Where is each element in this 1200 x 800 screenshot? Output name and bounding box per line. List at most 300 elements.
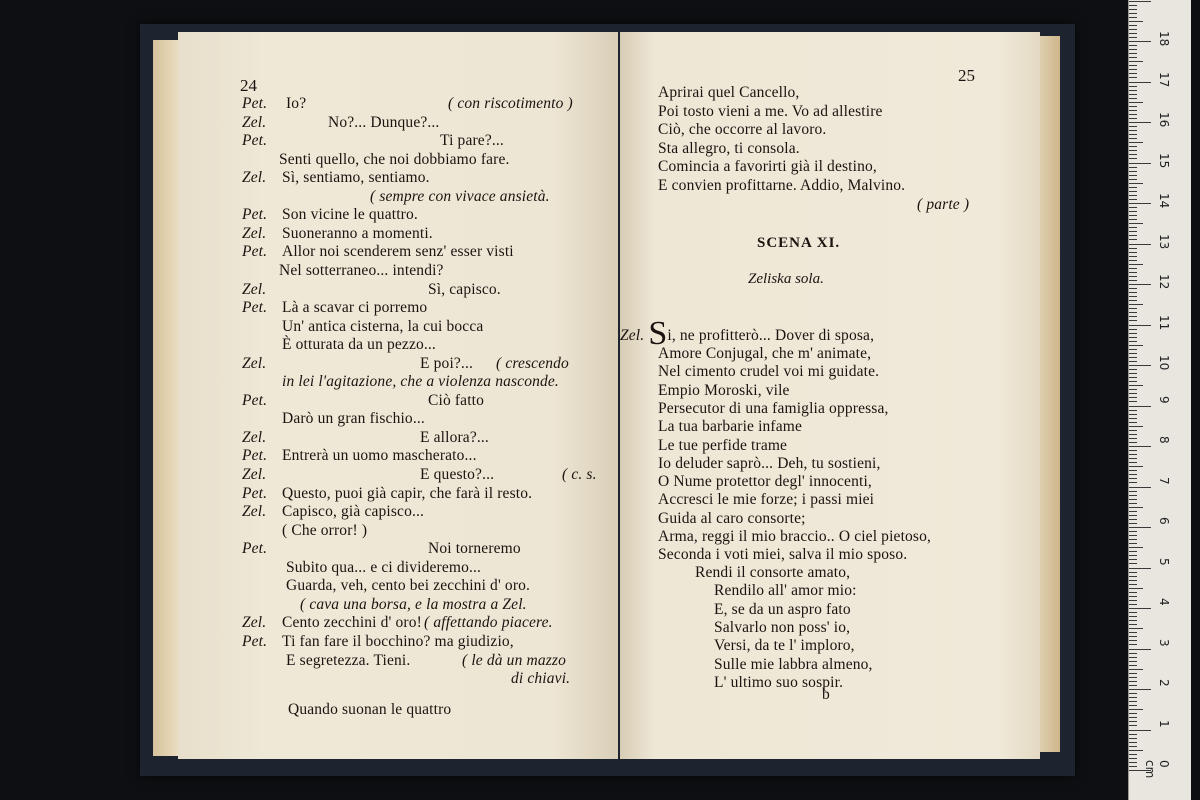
verse-line: Senti quello, che noi dobbiamo fare. — [279, 150, 510, 168]
aria-line: Versi, da te l' imploro, — [714, 637, 855, 655]
ruler-tick — [1129, 721, 1137, 722]
ruler-tick — [1129, 82, 1151, 83]
verse-line: Nel cimento crudel voi mi guidate. — [658, 363, 880, 381]
ruler-tick — [1129, 511, 1137, 512]
aria-line: E, se da un aspro fato — [714, 600, 851, 618]
ruler-tick — [1129, 118, 1137, 119]
ruler-tick — [1129, 709, 1143, 710]
ruler-label: 16 — [1157, 112, 1171, 128]
ruler-label: 13 — [1157, 233, 1171, 249]
ruler-tick — [1129, 5, 1137, 6]
ruler-tick — [1129, 470, 1137, 471]
verse-line: E allora?... — [420, 428, 489, 446]
speaker-label: Zel. — [242, 466, 267, 483]
page-number-left: 24 — [240, 76, 257, 95]
ruler-tick — [1129, 649, 1151, 650]
ruler-tick — [1129, 717, 1137, 718]
ruler-tick — [1129, 381, 1137, 382]
ruler-tick — [1129, 555, 1137, 556]
ruler-tick — [1129, 559, 1137, 560]
ruler-tick — [1129, 389, 1137, 390]
verse-line: Io deluder saprò... Deh, tu sostieni, — [658, 454, 881, 472]
ruler-tick — [1129, 77, 1137, 78]
verse-line: Ti fan fare il bocchino? ma giudizio, — [282, 632, 514, 650]
speaker-label: Zel. — [242, 614, 267, 632]
ruler-tick — [1129, 636, 1137, 637]
verse-line: ( Che orror! ) — [282, 521, 368, 539]
ruler-tick — [1129, 616, 1137, 617]
ruler-tick — [1129, 142, 1143, 143]
ruler-tick — [1129, 705, 1137, 706]
ruler-tick — [1129, 422, 1137, 423]
ruler-tick — [1129, 163, 1151, 164]
ruler-label: 8 — [1157, 436, 1171, 444]
ruler-tick — [1129, 653, 1137, 654]
ruler-tick — [1129, 401, 1137, 402]
ruler-tick — [1129, 199, 1137, 200]
speaker-label: Pet. — [242, 95, 268, 112]
ruler-tick — [1129, 499, 1137, 500]
ruler-tick — [1129, 203, 1151, 204]
ruler-tick — [1129, 158, 1137, 159]
ruler-tick — [1129, 353, 1137, 354]
ruler-tick — [1129, 106, 1137, 107]
speaker-label: Pet. — [242, 540, 268, 558]
ruler-tick — [1129, 738, 1137, 739]
ruler-tick — [1129, 580, 1137, 581]
ruler-tick — [1129, 57, 1137, 58]
verse-line: Sta allegro, ti consola. — [658, 139, 800, 157]
ruler-tick — [1129, 94, 1137, 95]
ruler-tick — [1129, 661, 1137, 662]
stage-direction: ( sempre con vivace ansietà. — [370, 187, 550, 205]
ruler-tick — [1129, 227, 1137, 228]
ruler-tick — [1129, 248, 1137, 249]
verse-line: Questo, puoi già capir, che farà il resto. — [282, 484, 533, 502]
ruler-tick — [1129, 276, 1137, 277]
ruler-tick — [1129, 300, 1137, 301]
ruler-tick — [1129, 746, 1137, 747]
verse-line: Le tue perfide trame — [658, 436, 788, 454]
verse-line: La tua barbarie infame — [658, 418, 803, 436]
ruler-tick — [1129, 191, 1137, 192]
aria-line: Sulle mie labbra almeno, — [714, 655, 873, 673]
ruler-tick — [1129, 572, 1137, 573]
ruler-tick — [1129, 535, 1137, 536]
ruler-tick — [1129, 547, 1143, 548]
ruler-tick — [1129, 507, 1143, 508]
verse-line: Suoneranno a momenti. — [282, 224, 433, 242]
ruler-tick — [1129, 365, 1151, 366]
ruler-tick — [1129, 17, 1137, 18]
ruler-tick — [1129, 53, 1137, 54]
ruler-tick — [1129, 134, 1137, 135]
ruler-tick — [1129, 669, 1143, 670]
ruler-tick — [1129, 426, 1143, 427]
ruler-tick — [1129, 256, 1137, 257]
speaker-label: Zel. — [620, 327, 645, 344]
verse-line: Poi tosto vieni a me. Vo ad allestire — [658, 102, 883, 120]
speaker-label: Zel. — [242, 169, 267, 187]
ruler-tick — [1129, 329, 1137, 330]
stage-direction: di chiavi. — [511, 670, 571, 688]
ruler-tick — [1129, 446, 1151, 447]
speaker-label: Pet. — [242, 484, 268, 502]
verse-line: Son vicine le quattro. — [282, 206, 418, 224]
ruler-tick — [1129, 681, 1137, 682]
ruler-tick — [1129, 341, 1137, 342]
ruler-tick — [1129, 758, 1137, 759]
ruler-tick — [1129, 454, 1137, 455]
verse-line: O Nume protettor degl' innocenti, — [658, 473, 872, 491]
ruler-tick — [1129, 644, 1137, 645]
ruler-tick — [1129, 624, 1137, 625]
ruler-tick — [1129, 288, 1137, 289]
signature-mark: b — [822, 686, 830, 703]
ruler-tick — [1129, 442, 1137, 443]
ruler-tick — [1129, 373, 1137, 374]
ruler-label: 18 — [1157, 31, 1171, 47]
ruler-label: 15 — [1157, 152, 1171, 168]
ruler-label: 2 — [1157, 679, 1171, 687]
ruler-tick — [1129, 750, 1143, 751]
stage-direction-exit: ( parte ) — [917, 196, 970, 213]
ruler-tick — [1129, 730, 1151, 731]
ruler-tick — [1129, 393, 1137, 394]
ruler-label: 0 cm — [1143, 760, 1171, 779]
ruler-tick — [1129, 150, 1137, 151]
ruler-tick — [1129, 551, 1137, 552]
ruler-tick — [1129, 86, 1137, 87]
ruler-tick — [1129, 345, 1143, 346]
ruler-tick — [1129, 592, 1137, 593]
ruler-tick — [1129, 385, 1143, 386]
aria-line: Salvarlo non poss' io, — [714, 618, 851, 636]
ruler-tick — [1129, 701, 1137, 702]
ruler-tick — [1129, 167, 1137, 168]
ruler-tick — [1129, 604, 1137, 605]
ruler-tick — [1129, 337, 1137, 338]
ruler-tick — [1129, 1, 1151, 2]
verse-line: Sì, capisco. — [428, 280, 501, 298]
ruler-tick — [1129, 640, 1137, 641]
aria-line: Rendi il consorte amato, — [695, 564, 851, 581]
ruler-tick — [1129, 438, 1137, 439]
ruler-tick — [1129, 33, 1137, 34]
ruler-tick — [1129, 219, 1137, 220]
ruler-tick — [1129, 272, 1137, 273]
ruler-tick — [1129, 211, 1137, 212]
verse-line: E questo?... — [420, 466, 495, 483]
ruler-tick — [1129, 175, 1137, 176]
ruler-label: 14 — [1157, 193, 1171, 209]
ruler-tick — [1129, 284, 1151, 285]
ruler-tick — [1129, 29, 1137, 30]
ruler-tick — [1129, 61, 1143, 62]
ruler-tick — [1129, 333, 1137, 334]
ruler-tick — [1129, 90, 1137, 91]
ruler-tick — [1129, 491, 1137, 492]
verse-line: No?... Dunque?... — [328, 113, 440, 131]
ruler-tick — [1129, 766, 1137, 767]
speaker-label: Zel. — [242, 280, 267, 298]
verse-line: Amore Conjugal, che m' animate, — [658, 345, 872, 362]
ruler-tick — [1129, 369, 1137, 370]
speaker-label: Zel. — [242, 354, 267, 372]
ruler-tick — [1129, 171, 1137, 172]
ruler-tick — [1129, 122, 1151, 123]
ruler-tick — [1129, 215, 1137, 216]
ruler-tick — [1129, 762, 1137, 763]
ruler-tick — [1129, 130, 1137, 131]
ruler-tick — [1129, 98, 1137, 99]
ruler-tick — [1129, 377, 1137, 378]
verse-line: Allor noi scenderem senz' esser visti — [282, 243, 514, 261]
ruler-tick — [1129, 69, 1137, 70]
ruler-tick — [1129, 657, 1137, 658]
verse-line: E convien profittarne. Addio, Malvino. — [658, 176, 906, 194]
ruler-label: 11 — [1157, 314, 1171, 330]
ruler-tick — [1129, 539, 1137, 540]
verse-line: Noi torneremo — [428, 540, 521, 558]
left-page — [178, 32, 618, 759]
stage-direction: ( con riscotimento ) — [448, 95, 573, 112]
verse-line: Un' antica cisterna, la cui bocca — [282, 317, 484, 335]
ruler-tick — [1129, 563, 1137, 564]
drop-cap: S — [648, 315, 668, 352]
ruler-tick — [1129, 673, 1137, 674]
ruler-tick — [1129, 45, 1137, 46]
verse-line: Subito qua... e ci divideremo... — [286, 558, 482, 576]
ruler-tick — [1129, 308, 1137, 309]
ruler-tick — [1129, 689, 1151, 690]
speaker-label: Pet. — [242, 299, 268, 317]
verse-line: Capisco, già capisco... — [282, 503, 425, 521]
ruler-label: 17 — [1157, 71, 1171, 87]
verse-line: Ciò fatto — [428, 391, 485, 409]
ruler-tick — [1129, 361, 1137, 362]
ruler-tick — [1129, 543, 1137, 544]
ruler-tick — [1129, 482, 1137, 483]
speaker-label: Zel. — [242, 113, 267, 131]
ruler-tick — [1129, 195, 1137, 196]
verse-line: È otturata da un pezzo... — [282, 336, 436, 354]
ruler-tick — [1129, 9, 1137, 10]
aria-line: Rendilo all' amor mio: — [714, 582, 857, 600]
ruler-tick — [1129, 434, 1137, 435]
scene-title: SCENA XI. — [757, 235, 841, 251]
speaker-label: Zel. — [242, 503, 267, 521]
ruler-tick — [1129, 725, 1137, 726]
ruler-tick — [1129, 754, 1137, 755]
ruler-tick — [1129, 138, 1137, 139]
ruler-tick — [1129, 260, 1137, 261]
ruler-tick — [1129, 600, 1137, 601]
ruler-tick — [1129, 292, 1137, 293]
ruler-tick — [1129, 41, 1151, 42]
ruler-tick — [1129, 410, 1137, 411]
ruler-tick — [1129, 523, 1137, 524]
ruler-tick — [1129, 114, 1137, 115]
ruler-tick — [1129, 65, 1137, 66]
stage-direction: ( affettando piacere. — [424, 614, 553, 632]
ruler-tick — [1129, 296, 1137, 297]
ruler-tick — [1129, 462, 1137, 463]
page-number-right: 25 — [958, 66, 975, 85]
first-line-text: i, ne profitterò... Dover di sposa, — [667, 327, 875, 344]
ruler-tick — [1129, 320, 1137, 321]
ruler-tick — [1129, 280, 1137, 281]
ruler-tick — [1129, 478, 1137, 479]
speaker-label: Zel. — [242, 224, 267, 242]
verse-line: Entrerà un uomo mascherato... — [282, 447, 477, 465]
stage-direction: ( cava una borsa, e la mostra a Zel. — [300, 595, 527, 613]
right-page — [620, 32, 1040, 759]
verse-line: Io? — [286, 95, 307, 112]
ruler-tick — [1129, 584, 1137, 585]
ruler-tick — [1129, 304, 1143, 305]
ruler-tick — [1129, 458, 1137, 459]
ruler-tick — [1129, 568, 1151, 569]
verse-line: Comincia a favorirti già il destino, — [658, 158, 877, 175]
scene-subtitle: Zeliska sola. — [748, 271, 824, 287]
measurement-ruler — [1128, 0, 1191, 800]
ruler-tick — [1129, 612, 1137, 613]
ruler-tick — [1129, 49, 1137, 50]
ruler-tick — [1129, 110, 1137, 111]
verse-line: Cento zecchini d' oro! — [282, 614, 422, 632]
verse-line: E poi?... — [420, 354, 474, 372]
verse-line: Darò un gran fischio... — [282, 410, 425, 428]
verse-line: Arma, reggi il mio braccio.. O ciel pietoso, — [658, 528, 932, 545]
ruler-label: 5 — [1157, 557, 1171, 566]
verse-line: Ciò, che occorre al lavoro. — [658, 121, 827, 138]
ruler-label: 4 — [1157, 598, 1171, 606]
verse-line: Empio Moroski, vile — [658, 381, 790, 399]
ruler-tick — [1129, 239, 1137, 240]
ruler-tick — [1129, 102, 1143, 103]
ruler-tick — [1129, 37, 1137, 38]
verse-line: Là a scavar ci porremo — [282, 299, 428, 317]
ruler-tick — [1129, 588, 1143, 589]
verse-line: Persecutor di una famiglia oppressa, — [658, 399, 889, 417]
ruler-tick — [1129, 685, 1137, 686]
ruler-tick — [1129, 515, 1137, 516]
ruler-tick — [1129, 632, 1137, 633]
ruler-tick — [1129, 235, 1137, 236]
ruler-tick — [1129, 418, 1137, 419]
verse-line: Guida al caro consorte; — [658, 509, 806, 527]
ruler-tick — [1129, 316, 1137, 317]
ruler-tick — [1129, 312, 1137, 313]
ruler-tick — [1129, 527, 1151, 528]
monologue-first-line — [620, 315, 875, 352]
ruler-label: 10 — [1157, 355, 1171, 371]
ruler-tick — [1129, 179, 1137, 180]
ruler-tick — [1129, 487, 1151, 488]
verse-line: E segretezza. Tieni. — [286, 651, 411, 669]
verse-line: Accresci le mie forze; i passi miei — [658, 491, 875, 509]
ruler-tick — [1129, 73, 1137, 74]
ruler-tick — [1129, 531, 1137, 532]
ruler-label: 9 — [1157, 395, 1171, 404]
ruler-tick — [1129, 325, 1151, 326]
ruler-label: 12 — [1157, 274, 1171, 290]
ruler-tick — [1129, 677, 1137, 678]
ruler-tick — [1129, 576, 1137, 577]
ruler-tick — [1129, 13, 1137, 14]
ruler-tick — [1129, 697, 1137, 698]
ruler-tick — [1129, 495, 1137, 496]
stage-direction: ( c. s. — [562, 466, 597, 483]
ruler-tick — [1129, 503, 1137, 504]
verse-line: Seconda i voti miei, salva il mio sposo. — [658, 546, 908, 564]
ruler-tick — [1129, 154, 1137, 155]
ruler-tick — [1129, 207, 1137, 208]
ruler-tick — [1129, 519, 1137, 520]
verse-line: Quando suonan le quattro — [288, 700, 452, 718]
ruler-tick — [1129, 264, 1143, 265]
speaker-label: Pet. — [242, 132, 268, 150]
ruler-tick — [1129, 187, 1137, 188]
stage-direction: ( crescendo — [496, 354, 569, 372]
ruler-tick — [1129, 231, 1137, 232]
ruler-tick — [1129, 21, 1143, 22]
ruler-tick — [1129, 244, 1151, 245]
verse-line: Ti pare?... — [440, 132, 504, 150]
ruler-tick — [1129, 406, 1151, 407]
verse-line: Nel sotterraneo... intendi? — [279, 261, 444, 279]
ruler-tick — [1129, 223, 1143, 224]
ruler-tick — [1129, 146, 1137, 147]
ruler-tick — [1129, 357, 1137, 358]
ruler-tick — [1129, 474, 1137, 475]
ruler-label: 6 — [1157, 517, 1171, 525]
speaker-label: Pet. — [242, 632, 268, 650]
ruler-tick — [1129, 596, 1137, 597]
ruler-tick — [1129, 414, 1137, 415]
verse-line: Sì, sentiamo, sentiamo. — [282, 169, 430, 187]
speaker-label: Pet. — [242, 391, 268, 409]
aria-line: L' ultimo suo sospir. — [714, 673, 844, 691]
ruler-label: 7 — [1157, 476, 1171, 485]
ruler-tick — [1129, 665, 1137, 666]
ruler-tick — [1129, 450, 1137, 451]
ruler-label: 3 — [1157, 638, 1171, 647]
speaker-label: Pet. — [242, 243, 268, 261]
ruler-tick — [1129, 430, 1137, 431]
speaker-label: Zel. — [242, 428, 267, 446]
ruler-tick — [1129, 693, 1137, 694]
ruler-tick — [1129, 713, 1137, 714]
ruler-tick — [1129, 620, 1137, 621]
ruler-tick — [1129, 252, 1137, 253]
ruler-tick — [1129, 734, 1137, 735]
ruler-tick — [1129, 742, 1137, 743]
ruler-tick — [1129, 268, 1137, 269]
verse-line: Aprirai quel Cancello, — [658, 84, 800, 101]
stage-direction: ( le dà un mazzo — [462, 651, 567, 669]
stage-direction: in lei l'agitazione, che a violenza nasconde. — [282, 373, 559, 391]
speaker-label: Pet. — [242, 206, 268, 224]
ruler-tick — [1129, 349, 1137, 350]
ruler-tick — [1129, 608, 1151, 609]
verse-line: Guarda, veh, cento bei zecchini d' oro. — [286, 577, 531, 595]
ruler-tick — [1129, 25, 1137, 26]
speaker-label: Pet. — [242, 447, 268, 465]
ruler-tick — [1129, 126, 1137, 127]
ruler-tick — [1129, 183, 1143, 184]
